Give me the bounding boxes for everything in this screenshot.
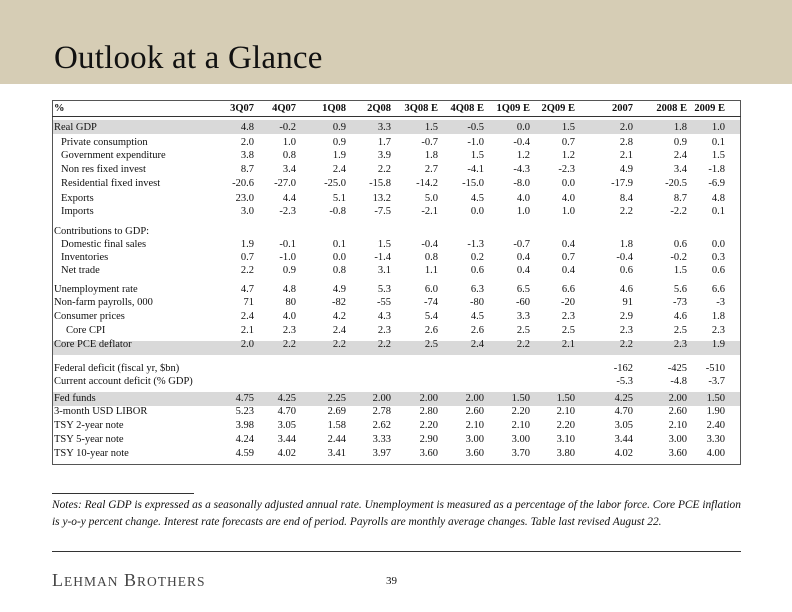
table-cell: 2.4 [673,150,687,161]
table-cell: -0.7 [513,239,530,250]
table-cell: 3.60 [419,448,438,459]
table-cell: -0.8 [329,206,346,217]
table-cell: -5.3 [616,376,633,387]
column-header-units: % [54,103,65,114]
row-label: Imports [61,206,94,217]
page-title: Outlook at a Glance [54,40,323,76]
table-cell: 0.4 [561,265,575,276]
table-cell: -1.0 [467,137,484,148]
table-cell: 4.59 [235,448,254,459]
table-cell: 2.6 [470,325,484,336]
table-highlight-band [53,341,740,355]
table-cell: 0.1 [711,137,725,148]
table-cell: 2.8 [619,137,633,148]
table-cell: -74 [424,297,438,308]
table-cell: 2.2 [332,339,346,350]
table-cell: -80 [470,297,484,308]
table-cell: 1.50 [556,393,575,404]
table-cell: 4.70 [614,406,633,417]
table-cell: 3.8 [240,150,254,161]
table-cell: 2.0 [619,122,633,133]
table-cell: 3.44 [614,434,633,445]
table-cell: 1.5 [377,239,391,250]
table-cell: 1.9 [711,339,725,350]
table-cell: 0.4 [516,265,530,276]
table-cell: 0.6 [619,265,633,276]
row-label: Core CPI [66,325,106,336]
table-cell: 4.5 [470,193,484,204]
table-cell: 1.9 [332,150,346,161]
table-cell: 0.0 [561,178,575,189]
row-label: Government expenditure [61,150,166,161]
table-cell: 2.10 [668,420,687,431]
table-cell: 0.4 [516,252,530,263]
table-cell: 2.25 [327,393,346,404]
table-cell: -425 [667,363,687,374]
table-cell: 4.0 [516,193,530,204]
table-cell: 1.0 [561,206,575,217]
table-cell: 1.0 [516,206,530,217]
table-cell: 2.5 [561,325,575,336]
table-cell: 0.8 [424,252,438,263]
table-cell: 2.5 [673,325,687,336]
table-cell: 4.7 [240,284,254,295]
footer-divider [52,551,741,552]
table-cell: -15.0 [462,178,484,189]
table-cell: 3.60 [465,448,484,459]
table-cell: 4.0 [282,311,296,322]
table-cell: 5.23 [235,406,254,417]
table-cell: 80 [285,297,296,308]
table-cell: -0.5 [467,122,484,133]
table-cell: 0.7 [240,252,254,263]
table-cell: 0.7 [561,252,575,263]
table-cell: 8.7 [673,193,687,204]
table-cell: 3.3 [516,311,530,322]
table-cell: 1.0 [282,137,296,148]
table-cell: -7.5 [374,206,391,217]
table-cell: -3.7 [708,376,725,387]
table-cell: -15.8 [369,178,391,189]
table-cell: 4.9 [332,284,346,295]
table-cell: 2.4 [470,339,484,350]
table-cell: -4.3 [513,164,530,175]
row-label: TSY 2-year note [54,420,124,431]
table-cell: 3.41 [327,448,346,459]
row-label: Net trade [61,265,100,276]
table-cell: 1.5 [470,150,484,161]
table-cell: 5.6 [673,284,687,295]
table-cell: -73 [673,297,687,308]
table-cell: 3.30 [706,434,725,445]
table-cell: 3.05 [614,420,633,431]
header-rule [52,116,741,117]
table-cell: 0.6 [673,239,687,250]
table-cell: -60 [516,297,530,308]
row-label: Contributions to GDP: [54,226,150,237]
column-header: 3Q07 [230,103,254,114]
table-cell: 1.8 [424,150,438,161]
table-cell: -0.2 [670,252,687,263]
table-cell: 2.9 [619,311,633,322]
table-cell: 4.9 [619,164,633,175]
table-cell: 1.7 [377,137,391,148]
table-cell: 5.0 [424,193,438,204]
table-cell: -20.5 [665,178,687,189]
row-label: Fed funds [54,393,96,404]
notes-divider [52,493,194,494]
table-cell: -0.7 [421,137,438,148]
table-cell: 1.8 [619,239,633,250]
table-cell: -2.2 [670,206,687,217]
table-cell: 2.3 [282,325,296,336]
table-cell: -4.8 [670,376,687,387]
table-cell: 2.3 [377,325,391,336]
table-cell: 2.3 [673,339,687,350]
row-label: Federal deficit (fiscal yr, $bn) [54,363,180,374]
table-cell: 3.97 [372,448,391,459]
table-cell: 2.60 [668,406,687,417]
table-cell: 3.0 [240,206,254,217]
table-cell: 4.0 [561,193,575,204]
table-cell: 6.0 [424,284,438,295]
table-cell: 6.3 [470,284,484,295]
table-cell: 0.0 [332,252,346,263]
table-highlight-band [53,120,740,134]
table-cell: 2.80 [419,406,438,417]
header-band [0,0,792,84]
column-header: 2Q08 [367,103,391,114]
table-cell: 2.62 [372,420,391,431]
table-cell: -17.9 [611,178,633,189]
table-cell: 6.6 [561,284,575,295]
table-cell: 2.2 [516,339,530,350]
table-cell: 2.1 [619,150,633,161]
table-cell: 6.6 [711,284,725,295]
table-cell: 2.44 [327,434,346,445]
column-header: 2008 E [656,103,687,114]
table-cell: 2.3 [619,325,633,336]
table-cell: -0.4 [421,239,438,250]
table-cell: 8.4 [619,193,633,204]
table-cell: 0.4 [561,239,575,250]
table-cell: 2.6 [424,325,438,336]
table-cell: 91 [622,297,633,308]
table-cell: 0.2 [470,252,484,263]
table-cell: -0.1 [279,239,296,250]
table-cell: 5.4 [424,311,438,322]
row-label: Real GDP [54,122,97,133]
table-cell: 2.10 [511,420,530,431]
table-cell: 3.05 [277,420,296,431]
table-cell: -2.3 [279,206,296,217]
table-cell: -2.1 [421,206,438,217]
table-cell: -25.0 [324,178,346,189]
row-label: Unemployment rate [54,284,138,295]
table-cell: 1.2 [561,150,575,161]
column-header: 2Q09 E [541,103,575,114]
table-cell: -0.2 [279,122,296,133]
table-cell: 4.3 [377,311,391,322]
table-cell: 2.00 [419,393,438,404]
table-cell: 0.9 [332,122,346,133]
column-header: 2009 E [694,103,725,114]
table-cell: 2.90 [419,434,438,445]
table-cell: 2.2 [282,339,296,350]
table-cell: 4.6 [619,284,633,295]
table-cell: -1.3 [467,239,484,250]
table-cell: 2.7 [424,164,438,175]
page-number: 39 [386,575,397,587]
table-cell: 1.50 [706,393,725,404]
row-label: Current account deficit (% GDP) [54,376,193,387]
table-cell: 0.7 [561,137,575,148]
table-cell: 2.2 [619,206,633,217]
table-cell: 0.0 [516,122,530,133]
table-cell: 6.5 [516,284,530,295]
table-cell: 3.33 [372,434,391,445]
table-cell: 4.00 [706,448,725,459]
table-cell: -1.8 [708,164,725,175]
table-cell: 2.5 [424,339,438,350]
table-cell: -55 [377,297,391,308]
row-label: Non-farm payrolls, 000 [54,297,153,308]
table-cell: -20 [561,297,575,308]
table-cell: 2.00 [668,393,687,404]
table-cell: 5.1 [332,193,346,204]
column-header: 2007 [612,103,633,114]
table-cell: 2.5 [516,325,530,336]
table-cell: 3.1 [377,265,391,276]
table-cell: 2.2 [240,265,254,276]
table-cell: 2.3 [711,325,725,336]
table-cell: 1.5 [711,150,725,161]
table-cell: 0.6 [470,265,484,276]
table-cell: 3.60 [668,448,687,459]
table-cell: 3.10 [556,434,575,445]
table-cell: 3.80 [556,448,575,459]
table-cell: -0.4 [513,137,530,148]
table-cell: 3.4 [282,164,296,175]
table-cell: 1.8 [711,311,725,322]
table-cell: 0.9 [332,137,346,148]
lehman-brothers-logo: LEHMAN BROTHERS [52,570,206,590]
table-cell: -162 [613,363,633,374]
table-cell: 2.69 [327,406,346,417]
column-header: 1Q08 [322,103,346,114]
table-cell: 1.0 [711,122,725,133]
table-cell: 1.90 [706,406,725,417]
row-label: Exports [61,193,94,204]
table-cell: 1.1 [424,265,438,276]
row-label: 3-month USD LIBOR [54,406,148,417]
table-cell: 8.7 [240,164,254,175]
table-highlight-band [53,392,740,406]
table-cell: 2.40 [706,420,725,431]
table-cell: 0.9 [282,265,296,276]
table-cell: 2.0 [240,339,254,350]
table-cell: 3.98 [235,420,254,431]
table-cell: 3.44 [277,434,296,445]
table-cell: 2.20 [556,420,575,431]
table-notes: Notes: Real GDP is expressed as a seasonally adjusted annual rate. Unemployment is measured as a percentage of the labor force. Core PCE inflation is y-o-y percent change. Interest rate forecasts are end of period. Payrolls are monthly average changes. Table last revised August 22. [52,499,741,528]
table-cell: 4.25 [614,393,633,404]
table-cell: -82 [332,297,346,308]
table-cell: -1.0 [279,252,296,263]
table-cell: 0.8 [332,265,346,276]
table-cell: 0.9 [673,137,687,148]
table-cell: 2.20 [419,420,438,431]
row-label: TSY 5-year note [54,434,124,445]
table-cell: -14.2 [416,178,438,189]
table-cell: 2.00 [372,393,391,404]
table-cell: 3.00 [465,434,484,445]
table-cell: 2.4 [332,325,346,336]
table-cell: 2.0 [240,137,254,148]
table-cell: 2.78 [372,406,391,417]
table-cell: 2.1 [561,339,575,350]
table-cell: 2.10 [556,406,575,417]
table-cell: 2.60 [465,406,484,417]
table-cell: 4.02 [277,448,296,459]
table-cell: 4.4 [282,193,296,204]
table-cell: 1.5 [424,122,438,133]
table-cell: 2.2 [377,339,391,350]
table-cell: -27.0 [274,178,296,189]
table-cell: -0.4 [616,252,633,263]
table-cell: 3.70 [511,448,530,459]
table-cell: 4.6 [673,311,687,322]
table-cell: 4.8 [240,122,254,133]
table-cell: 2.2 [377,164,391,175]
table-cell: -20.6 [232,178,254,189]
table-cell: 1.9 [240,239,254,250]
row-label: Inventories [61,252,109,263]
column-header: 3Q08 E [404,103,438,114]
table-cell: -1.4 [374,252,391,263]
table-cell: 1.50 [511,393,530,404]
table-cell: 3.00 [668,434,687,445]
table-cell: 0.0 [711,239,725,250]
table-cell: -4.1 [467,164,484,175]
row-label: Residential fixed invest [61,178,161,189]
table-cell: 4.25 [277,393,296,404]
row-label: Non res fixed invest [61,164,146,175]
table-cell: 4.75 [235,393,254,404]
table-cell: 0.1 [332,239,346,250]
table-cell: 1.2 [516,150,530,161]
table-cell: 1.8 [673,122,687,133]
table-cell: 2.2 [619,339,633,350]
table-cell: 2.00 [465,393,484,404]
row-label: Domestic final sales [61,239,147,250]
table-cell: 3.4 [673,164,687,175]
table-cell: 5.3 [377,284,391,295]
table-cell: 2.3 [561,311,575,322]
table-cell: 3.9 [377,150,391,161]
table-cell: 2.10 [465,420,484,431]
table-cell: 4.2 [332,311,346,322]
table-cell: 4.02 [614,448,633,459]
table-cell: 0.6 [711,265,725,276]
table-cell: -6.9 [708,178,725,189]
table-cell: 0.3 [711,252,725,263]
table-cell: 4.8 [711,193,725,204]
table-cell: 3.00 [511,434,530,445]
table-cell: 23.0 [235,193,254,204]
column-header: 4Q08 E [450,103,484,114]
row-label: Private consumption [61,137,148,148]
table-cell: 2.20 [511,406,530,417]
row-label: TSY 10-year note [54,448,129,459]
table-cell: 0.8 [282,150,296,161]
row-label: Consumer prices [54,311,125,322]
table-cell: 2.4 [240,311,254,322]
table-cell: -510 [705,363,725,374]
table-cell: 0.0 [470,206,484,217]
table-cell: -8.0 [513,178,530,189]
table-cell: 1.5 [561,122,575,133]
table-cell: 1.5 [673,265,687,276]
table-cell: 0.1 [711,206,725,217]
table-cell: 1.58 [327,420,346,431]
table-cell: 2.1 [240,325,254,336]
table-cell: 13.2 [372,193,391,204]
column-header: 4Q07 [272,103,296,114]
table-cell: 4.8 [282,284,296,295]
table-cell: 2.4 [332,164,346,175]
table-cell: 3.3 [377,122,391,133]
row-label: Core PCE deflator [54,339,132,350]
table-cell: 71 [243,297,254,308]
column-header: 1Q09 E [496,103,530,114]
table-cell: 4.70 [277,406,296,417]
table-cell: -2.3 [558,164,575,175]
table-cell: -3 [716,297,725,308]
table-cell: 4.5 [470,311,484,322]
table-cell: 4.24 [235,434,254,445]
